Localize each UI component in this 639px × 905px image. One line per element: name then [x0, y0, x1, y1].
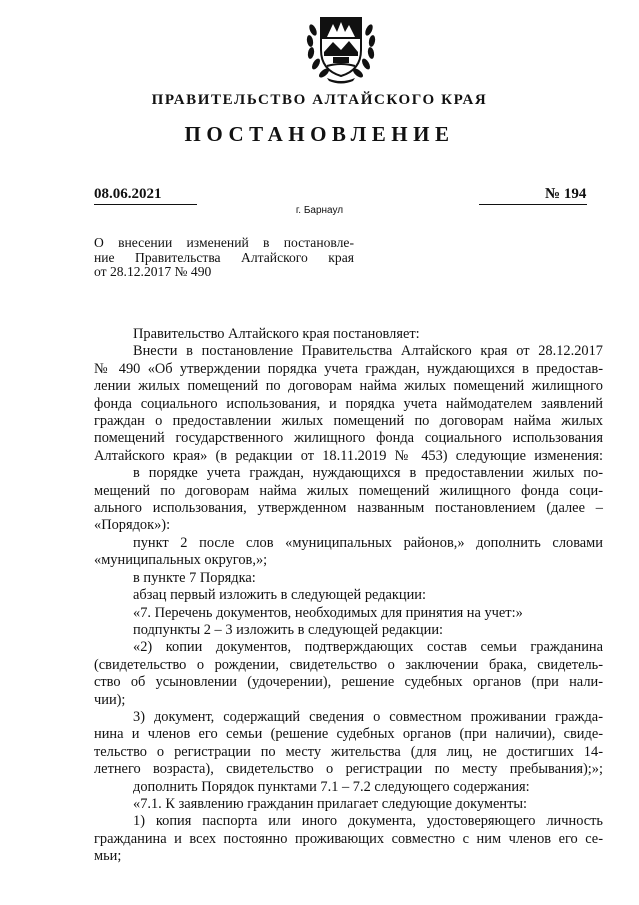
body-line: абзац первый изложить в следующей редакции:	[133, 587, 427, 604]
document-number: № 194	[545, 186, 587, 202]
subject-line: О внесении изменений в постановле-	[94, 235, 354, 250]
body-line: мещений по договорам найма жилых помещений жилищного фонда соци-	[94, 482, 603, 499]
body-line: гражданина и всех постоянно проживающих совместно с ним членов его се-	[94, 830, 603, 847]
government-name: ПРАВИТЕЛЬСТВО АЛТАЙСКОГО КРАЯ	[151, 92, 488, 108]
body-line: дополнить Порядок пунктами 7.1 – 7.2 следующего содержания:	[133, 778, 530, 795]
body-line: лении жилых помещений по договорам найма жилых помещений жилищного	[94, 378, 603, 395]
body-line: ального использования, утвержденном названным постановлением (далее –	[94, 500, 603, 517]
body-line: нина и членов его семьи (решение судебных органов (при наличии), свиде-	[94, 726, 603, 743]
body-line: пункт 2 после слов «муниципальных районов,» дополнить словами	[133, 534, 603, 551]
document-date: 08.06.2021	[94, 186, 162, 202]
document-body	[94, 326, 603, 866]
body-line: помещений государственного жилищного фонда социального использования	[94, 430, 603, 447]
body-line: «2) копии документов, подтверждающих состав семьи гражданина	[133, 639, 603, 656]
subject-line: ние Правительства Алтайского края	[94, 249, 354, 265]
body-line: «7.1. К заявлению гражданин прилагает следующие документы:	[133, 795, 528, 812]
body-line: в пункте 7 Порядка:	[133, 569, 256, 586]
body-line: Правительство Алтайского края постановляет:	[133, 326, 420, 342]
body-line: фонда социального использования, и порядка учета наймодателем заявлений	[94, 395, 603, 412]
document-city: г. Барнаул	[295, 205, 344, 216]
body-line: «7. Перечень документов, необходимых для принятия на учет:»	[133, 604, 523, 621]
subject-line: от 28.12.2017 № 490	[94, 264, 212, 279]
body-line: подпункты 2 – 3 изложить в следующей редакции:	[133, 621, 444, 638]
body-line: ство об усыновлении (удочерении), решение судебных органов (при нали-	[94, 674, 603, 691]
body-line: (свидетельство о рождении, свидетельство о заключении брака, свидетель-	[94, 656, 603, 673]
body-line: граждан о предоставлении жилых помещений по договорам найма жилых	[94, 413, 603, 430]
body-line: Алтайского края» (в редакции от 18.11.2019 № 453) следующие изменения:	[94, 447, 603, 464]
body-line: Внести в постановление Правительства Алтайского края от 28.12.2017	[133, 343, 603, 360]
body-line: 1) копия паспорта или иного документа, удостоверяющего личность	[133, 813, 603, 830]
body-line: «Порядок»):	[94, 517, 171, 534]
body-line: № 490 «Об утверждении порядка учета граждан, нуждающихся в предостав-	[94, 360, 603, 377]
document-subject	[94, 236, 354, 280]
body-line: «муниципальных округов,»;	[94, 552, 268, 569]
altai-krai-emblem	[303, 10, 379, 84]
document-type: ПОСТАНОВЛЕНИЕ	[184, 122, 455, 146]
body-line: чии);	[94, 691, 126, 708]
body-line: мьи;	[94, 848, 122, 865]
body-line: тельство о регистрации по месту жительства (для лиц, не достигших 14-	[94, 743, 603, 760]
body-line: 3) документ, содержащий сведения о совместном проживании гражда-	[133, 708, 603, 725]
body-line: летнего возраста), свидетельство о регистрации по месту пребывания);»;	[94, 761, 603, 778]
body-line: в порядке учета граждан, нуждающихся в предоставлении жилых по-	[133, 465, 603, 482]
